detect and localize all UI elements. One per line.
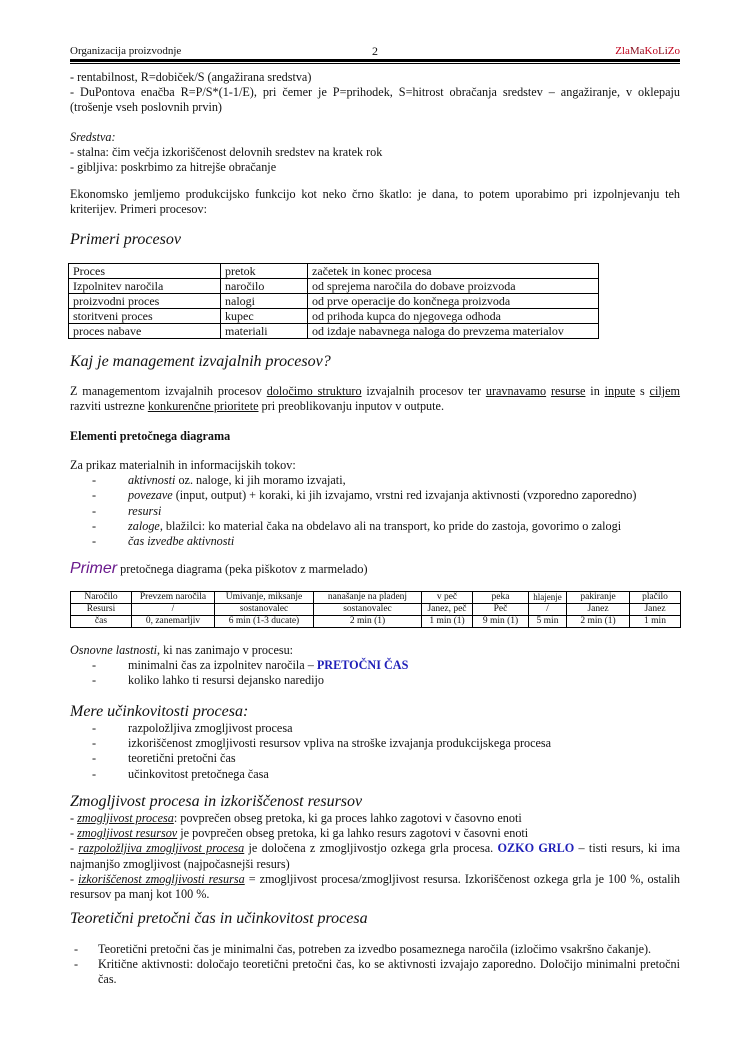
sredstva-item: - gibljiva: poskrbimo za hitrejše obračanje xyxy=(70,160,277,175)
table-cell: pakiranje xyxy=(567,592,630,604)
table-cell: peka xyxy=(473,592,529,604)
text-run: učinkovitost pretočnega časa xyxy=(128,766,269,781)
management-paragraph xyxy=(70,384,680,414)
mere-list xyxy=(70,721,680,782)
list-item xyxy=(70,658,680,673)
dash-bullet: - xyxy=(74,942,79,956)
ekonomsko-paragraph: Ekonomsko jemljemo produkcijsko funkcijo kot neko črno škatlo: je dana, to potem uporabimo pri izpolnjevanju teh kriterijev. Primeri procesov: xyxy=(70,187,680,217)
table-cell: / xyxy=(529,604,567,616)
dash-bullet: - xyxy=(92,473,97,488)
text-run: = zmogljivost procesa/zmogljivost resursa. Izkoriščenost ozkega grla je 100 %, ostalih resursov pa manj kot 100 %. xyxy=(70,871,680,902)
table-cell: Naročilo xyxy=(71,592,132,604)
management-heading-block xyxy=(70,353,680,371)
table-cell: v peč xyxy=(422,592,473,604)
table-cell: storitveni proces xyxy=(69,309,221,324)
teoreticni-heading-block xyxy=(70,910,680,928)
dash-bullet: - xyxy=(92,751,97,766)
table-cell: 1 min (1) xyxy=(422,616,473,628)
page-header xyxy=(70,44,680,58)
text-run: s xyxy=(635,384,650,398)
table-cell: od prve operacije do končnega proizvoda xyxy=(308,294,599,309)
list-item xyxy=(70,504,680,519)
table-row xyxy=(69,309,599,324)
dash-bullet: - xyxy=(74,957,79,972)
dash-bullet: - xyxy=(92,766,97,781)
table-row xyxy=(71,604,681,616)
osnovne-block xyxy=(70,643,680,689)
underlined-term: izkoriščenost zmogljivosti resursa xyxy=(78,871,245,886)
underlined-term: zmogljivost resursov xyxy=(77,826,178,841)
dash-bullet: - xyxy=(92,503,97,518)
zmogljivost-line xyxy=(70,811,680,826)
text-run: - xyxy=(70,871,79,886)
osnovne-title xyxy=(70,643,680,658)
table-cell: Resursi xyxy=(71,604,132,616)
dash-bullet: - xyxy=(92,518,97,533)
dupont-line: - DuPontova enačba R=P/S*(1-1/E), pri čemer je P=prihodek, S=hitrost obračanja sredstev – angažiranje, v oklepaju (trošenje vseh poslovnih prvin) xyxy=(70,85,680,115)
primer-heading xyxy=(70,561,680,577)
underlined-term: inpute xyxy=(604,384,636,398)
text-run: teoretični pretočni čas xyxy=(128,751,236,766)
table-cell: od izdaje nabavnega naloga do prevzema materialov xyxy=(308,324,599,339)
underlined-term: razpoložljiva zmogljivost procesa xyxy=(78,841,245,856)
brand-part: Ko xyxy=(644,45,658,57)
text-run: - xyxy=(70,826,78,841)
text-run: – tisti resurs, ki ima najmanjšo zmogljivost (najpočasnejši resurs) xyxy=(70,841,680,871)
text-run: je določena z zmogljivostjo ozkega grla procesa. xyxy=(244,841,498,856)
list-item xyxy=(70,957,680,987)
list-item xyxy=(70,751,680,766)
primer-heading-block xyxy=(70,561,680,577)
text-run: minimalni čas za izpolnitev naročila – xyxy=(128,658,317,673)
table-cell: 0, zanemarljiv xyxy=(132,616,215,628)
table-cell: Prevzem naročila xyxy=(132,592,215,604)
underlined-term: zmogljivost procesa xyxy=(77,811,174,825)
dash-bullet: - xyxy=(92,721,97,735)
text-run: , ki nas zanimajo v procesu: xyxy=(157,643,294,657)
text-run: Teoretični pretočni čas je minimalni čas, potreben za izvedbo posameznega naročila (izločimo vsakršno čakanje). xyxy=(98,942,652,956)
zmogljivost-heading: Zmogljivost procesa in izkoriščenost resursov xyxy=(70,793,363,810)
table-cell: proizvodni proces xyxy=(69,294,221,309)
table-cell: pretok xyxy=(221,264,308,279)
table-cell: Janez, peč xyxy=(422,604,473,616)
table-cell: 6 min (1-3 ducate) xyxy=(215,616,314,628)
text-run: koliko lahko ti resursi dejansko naredijo xyxy=(128,673,324,688)
management-heading: Kaj je management izvajalnih procesov? xyxy=(70,353,331,370)
zmogljivost-line xyxy=(70,826,680,841)
italic-term: aktivnosti xyxy=(128,473,176,488)
table-cell: od sprejema naročila do dobave proizvoda xyxy=(308,279,599,294)
table-cell: 1 min xyxy=(630,616,681,628)
dash-bullet: - xyxy=(92,488,97,503)
intro-block xyxy=(70,70,680,116)
text-run: je povprečen obseg pretoka, ki ga lahko resurs zagotovi v časovni enoti xyxy=(177,826,529,841)
text-run: : povprečen obseg pretoka, ki ga proces lahko zagotovi v časovno enoti xyxy=(173,811,522,825)
rentabilnost-line: - rentabilnost, R=dobiček/S (angažirana sredstva) xyxy=(70,70,312,84)
sredstva-block xyxy=(70,130,680,176)
brand-part: Li xyxy=(657,45,668,57)
table-cell: čas xyxy=(71,616,132,628)
table-cell: Janez xyxy=(630,604,681,616)
list-item xyxy=(70,534,680,549)
italic-term: zaloge xyxy=(128,518,160,533)
osnovne-list xyxy=(70,658,680,688)
table-row xyxy=(69,264,599,279)
dash-bullet: - xyxy=(92,736,97,751)
italic-term: resursi xyxy=(128,503,162,518)
primer-word: Primer xyxy=(70,560,118,577)
mere-heading: Mere učinkovitosti procesa: xyxy=(70,703,249,720)
table-cell: 9 min (1) xyxy=(473,616,529,628)
table-cell: / xyxy=(132,604,215,616)
table-cell: Proces xyxy=(69,264,221,279)
table-cell: naročilo xyxy=(221,279,308,294)
table-cell: Janez xyxy=(567,604,630,616)
ekonomsko-block xyxy=(70,187,680,217)
list-item xyxy=(70,673,680,688)
table-cell: Peč xyxy=(473,604,529,616)
table-cell: materiali xyxy=(221,324,308,339)
underlined-term: ciljem xyxy=(649,384,681,398)
italic-term: povezave xyxy=(128,488,173,503)
underlined-term: konkurenčne prioritete xyxy=(147,399,259,414)
management-paragraph-block xyxy=(70,384,680,414)
zmogljivost-block xyxy=(70,793,680,902)
text-run: oz. naloge, ki jih moramo izvajati, xyxy=(175,473,346,488)
primeri-heading: Primeri procesov xyxy=(70,231,181,248)
underlined-term: določimo strukturo xyxy=(266,384,362,398)
primeri-heading-block xyxy=(70,231,680,249)
dash-bullet: - xyxy=(92,534,97,549)
sredstva-item: - stalna: čim večja izkoriščenost delovnih sredstev na kratek rok xyxy=(70,145,383,160)
dash-bullet: - xyxy=(92,658,97,673)
text-run: (input, output) + koraki, ki jih izvajamo, vrstni red izvajanja aktivnosti (vzporedno zaporedno) xyxy=(172,488,637,503)
list-item xyxy=(70,473,680,488)
list-item xyxy=(70,721,680,736)
table-cell: nalogi xyxy=(221,294,308,309)
highlight-term: OZKO GRLO xyxy=(497,841,575,856)
highlight-term: PRETOČNI ČAS xyxy=(316,658,409,673)
table-cell: 5 min xyxy=(529,616,567,628)
text-run: Kritične aktivnosti: določajo teoretični pretočni čas, ko se aktivnosti izvajajo zaporedno. Določijo minimalni pretočni čas. xyxy=(98,957,680,987)
table-cell: nanašanje na pladenj xyxy=(314,592,422,604)
text-run: in xyxy=(585,384,605,398)
text-run: , blažilci: ko material čaka na obdelavo ali na transport, ko pride do zastoja, govorimo o zalogi xyxy=(159,518,622,533)
text-run: Z managementom izvajalnih procesov xyxy=(70,384,267,398)
underlined-term: uravnavamo xyxy=(485,384,547,398)
brand-part: Zla xyxy=(615,45,630,57)
table-cell: začetek in konec procesa xyxy=(308,264,599,279)
zmogljivost-line xyxy=(70,841,680,871)
text-run: pri preoblikovanju inputov v outpute. xyxy=(258,399,444,414)
text-run: razpoložljiva zmogljivost procesa xyxy=(128,721,293,735)
elementi-block xyxy=(70,458,680,549)
text-run: - xyxy=(70,811,78,825)
table-row xyxy=(69,279,599,294)
list-item xyxy=(70,942,680,957)
brand-part: Ma xyxy=(629,45,645,57)
header-doc-title: Organizacija proizvodnje xyxy=(70,45,182,57)
header-brand xyxy=(615,44,680,59)
underlined-term: resurse xyxy=(550,384,586,398)
dash-bullet: - xyxy=(92,673,97,688)
table-row xyxy=(71,592,681,604)
table-cell: sostanovalec xyxy=(215,604,314,616)
page-number: 2 xyxy=(372,44,378,58)
list-item xyxy=(70,488,680,503)
process-examples-table xyxy=(68,263,599,339)
flow-diagram-table xyxy=(70,591,681,628)
table-row xyxy=(69,324,599,339)
teoreticni-list xyxy=(70,942,680,988)
table-cell: 2 min (1) xyxy=(567,616,630,628)
table-cell: plačilo xyxy=(630,592,681,604)
zmogljivost-line xyxy=(70,872,680,902)
table-cell: Izpolnitev naročila xyxy=(69,279,221,294)
table-cell: Umivanje, miksanje xyxy=(215,592,314,604)
table-cell: sostanovalec xyxy=(314,604,422,616)
primer-heading-rest: pretočnega diagrama (peka piškotov z marmelado) xyxy=(117,562,368,576)
italic-term: Osnovne lastnosti xyxy=(70,643,158,657)
brand-part: Zo xyxy=(667,45,680,57)
table-cell: 2 min (1) xyxy=(314,616,422,628)
table-row xyxy=(71,616,681,628)
elementi-heading: Elementi pretočnega diagrama xyxy=(70,429,231,443)
text-run: izkoriščenost zmogljivosti resursov vpliva na stroške izvajanja produkcijskega procesa xyxy=(128,736,552,751)
table-row xyxy=(69,294,599,309)
text-run: razviti ustrezne xyxy=(70,399,148,414)
list-item xyxy=(70,767,680,782)
elementi-intro: Za prikaz materialnih in informacijskih tokov: xyxy=(70,458,296,472)
list-item xyxy=(70,519,680,534)
text-run: izvajalnih procesov ter xyxy=(361,384,486,398)
table-cell: hlajenje xyxy=(529,592,567,604)
italic-term: čas izvedbe aktivnosti xyxy=(128,534,235,549)
header-rule xyxy=(70,59,680,65)
table-cell: od prihoda kupca do njegovega odhoda xyxy=(308,309,599,324)
teoreticni-heading: Teoretični pretočni čas in učinkovitost procesa xyxy=(70,910,368,927)
elementi-list xyxy=(70,473,680,549)
list-item xyxy=(70,736,680,751)
table-cell: proces nabave xyxy=(69,324,221,339)
teoreticni-block xyxy=(70,942,680,988)
table-cell: kupec xyxy=(221,309,308,324)
elementi-heading-block xyxy=(70,429,680,444)
mere-block xyxy=(70,703,680,782)
text-run: - xyxy=(70,841,79,856)
sredstva-title: Sredstva: xyxy=(70,130,116,144)
